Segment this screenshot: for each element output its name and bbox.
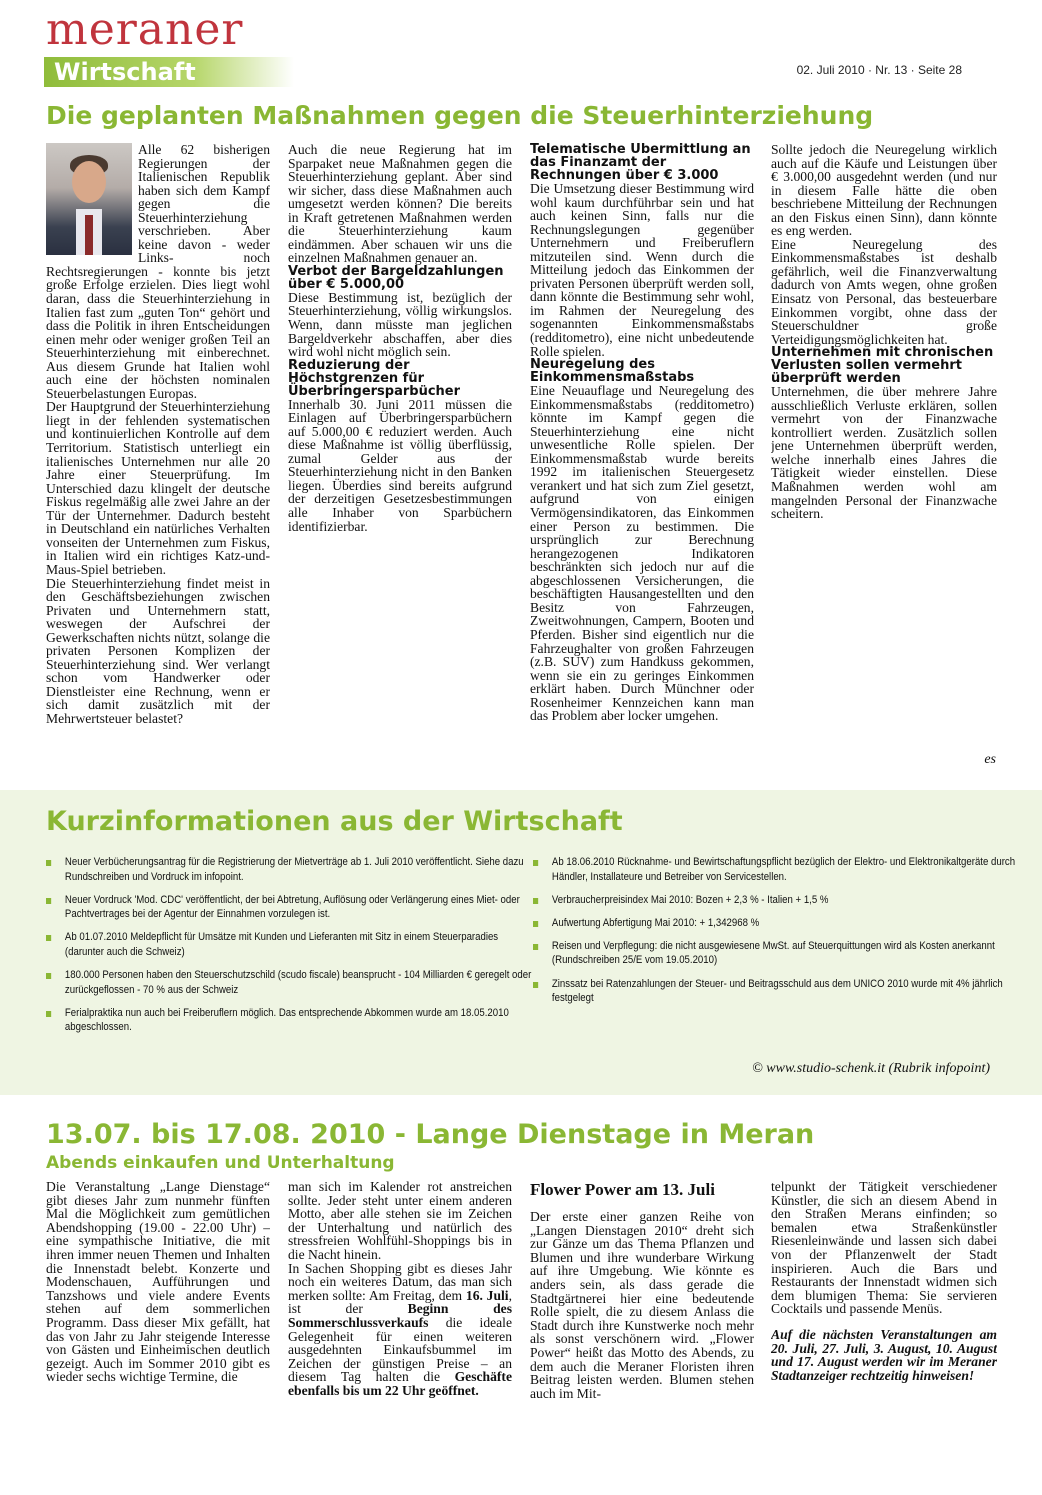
info-box-headline: Kurzinformationen aus der Wirtschaft	[46, 806, 623, 837]
source-credit: © www.studio-schenk.it (Rubrik infopoint)	[752, 1061, 990, 1076]
event-headline: 13.07. bis 17.08. 2010 - Lange Dienstage in Meran	[46, 1119, 815, 1150]
section-label: Wirtschaft	[54, 58, 196, 86]
dateline: 02. Juli 2010 · Nr. 13 · Seite 28	[796, 63, 962, 77]
info-list-right	[533, 855, 1016, 1014]
bullet-icon	[533, 921, 538, 927]
bullet-icon	[533, 982, 538, 988]
author-signature: es	[984, 752, 996, 767]
paragraph: Alle 62 bisherigen Regierungen der Italienischen Republik haben sich dem Kampf gegen die Steuerhinterziehung verschrieben. Aber keine davon - weder Links- noch Rechtsregierungen - konnte bis jetzt große Erfolge erzielen. Dies liegt wohl daran, dass die Steuerhinterziehung in Italien fast zum „guten Ton“ gehört und dass die Politik in ihren Entscheidungen einen mehr oder weniger großen Teil an Steuerhinterziehung mit einberechnet. Aus diesem Grunde hat Italien wohl auch eine der höchsten nominalen Steuerbelastungen Europas.	[46, 143, 270, 401]
bullet-icon	[533, 860, 538, 866]
list-item: Zinssatz bei Ratenzahlungen der Steuer- und Beitragsschuld aus dem UNICO 2010 wurde mit 4% jährlich festgelegt	[533, 977, 1017, 1006]
list-item: Verbraucherpreisindex Mai 2010: Bozen + 2,3 % - Italien + 1,5 %	[533, 893, 1017, 908]
list-item: Ab 18.06.2010 Rücknahme- und Bewirtschaftungspflicht bezüglich der Elektro- und Elektronikaltgeräte durch Händler, Installateure und Betreiber von Servicestellen.	[533, 855, 1017, 884]
paragraph: man sich im Kalender rot anstreichen sollte. Jeder steht unter einem anderen Motto, aber alle stehen sie im Zeichen der Unterhaltung und natürlich des stressfreien Wohlfühl-Shoppings bis in die Nacht hinein.	[288, 1180, 512, 1262]
list-item: Ab 01.07.2010 Meldepflicht für Umsätze mit Kunden und Lieferanten mit Sitz in einem Steuerparadies (darunter auch die Schweiz)	[46, 930, 534, 959]
paragraph: Die Steuerhinterziehung findet meist in den Geschäftsbeziehungen zwischen Privaten und Unternehmern statt, weswegen der Aufschrei der Gewerkschaften nichts nützt, solange die privaten Personen Komplizen der Steuerhinterziehung sind. Wer verlangt schon vom Handwerker oder Dienstleister eine Rechnung, wenn er sich damit zusätzlich mit der Mehrwertsteuer belastet?	[46, 575, 270, 726]
paragraph: Eine Neuauflage und Neuregelung des Einkommensmaßstabs (redditometro) könnte im Kampf gegen die Steuerhinterziehung eine nicht unwesentliche Rolle spielen. Der Einkommensmaßstab wurde bereits 1992 im italienischen Steuergesetz verankert und hat sich zum Ziel gesetzt, aufgrund von einigen Vermögensindikatoren, das Einkommen einer Person zu bestimmen. Die ursprünglich zur Berechnung herangezogenen Indikatoren beschränkten sich jedoch nur auf die abgeschlossenen Versicherungen, die beschäftigten Hausangestellten und den Besitz von Fahrzeugen, Zweitwohnungen, Campern, Booten und Pferden. Bisher sind eigentlich nur die Fahrzeughalter von großen Fahrzeugen (z.B. SUV) zum Handkuss gekommen, wenn sie ein zu geringes Einkommen erklärt haben. Durch Münchner oder Rosenheimer Kennzeichen kann man das Problem aber locker umgehen.	[530, 383, 754, 724]
bullet-icon	[533, 898, 538, 904]
bullet-icon	[46, 1011, 51, 1017]
paragraph: Sollte jedoch die Neuregelung wirklich auch auf die Käufe und Leistungen über € 3.000,00 ausgedehnt werden (und nur in diesem Falle hätte die oben beschriebene Mitteilung der Rechnungen an den Fiskus einen Sinn), dann könnte es eng werden.	[771, 143, 997, 239]
article-column-4	[771, 143, 997, 753]
author-photo	[46, 143, 132, 255]
event-column-2	[288, 1180, 512, 1480]
subheading: Reduzierung der Höchstgrenzen für Überbringersparbücher	[288, 357, 461, 399]
flower-power-title: Flower Power am 13. Juli	[530, 1180, 715, 1199]
list-item: Reisen und Verpflegung: die nicht ausgewiesene MwSt. auf Steuerquittungen wird als Kosten anerkannt (Rundschreiben 25/E vom 19.05.2010)	[533, 939, 1017, 968]
bullet-icon	[46, 898, 51, 904]
list-item: 180.000 Personen haben den Steuerschutzschild (scudo fiscale) beansprucht - 104 Milliarden € geregelt oder zurückgeflossen - 70 % aus der Schweiz	[46, 968, 534, 997]
event-column-1	[46, 1180, 270, 1480]
event-column-4	[771, 1180, 997, 1480]
bullet-icon	[46, 935, 51, 941]
paragraph: telpunkt der Tätigkeit verschiedener Künstler, die sich an diesem Abend in den Straßen Merans einfinden; so bemalen etwa Straßenkünstler Riesenleinwände und lassen sich dabei von der Pflanzenwelt der Stadt inspirieren. Auch die Bars und Restaurants der Innenstadt widmen sich dem blumigen Thema: Sie servieren Cocktails und passende Menüs.	[771, 1180, 997, 1317]
subheading: Verbot der Bargeldzahlungen über € 5.000,00	[288, 263, 504, 292]
article-headline: Die geplanten Maßnahmen gegen die Steuerhinterziehung	[46, 101, 874, 130]
upcoming-events-note: Auf die nächsten Veranstaltungen am 20. Juli, 27. Juli, 3. August, 10. August und 17. August werden wir im Meraner Stadtanzeiger rechtzeitig hinweisen!	[771, 1326, 997, 1383]
list-item: Neuer Vordruck 'Mod. CDC' veröffentlicht, der bei Abtretung, Auflösung oder Verlängerung eines Miet- oder Pachtvertrages bei der Agentur der Einnahmen vorzulegen ist.	[46, 893, 534, 922]
article-column-2	[288, 143, 512, 773]
paragraph: In Sachen Shopping gibt es dieses Jahr noch ein weiteres Datum, das man sich merken sollte: Am Freitag, dem 16. Juli, ist der Beginn des Sommerschlussverkaufs die ideale Gelegenheit für einen weiteren ausgedehnten Einkaufsbummel im Zeichen der günstigen Preise – an diesem Tag halten die Geschäfte ebenfalls bis um 22 Uhr geöffnet.	[288, 1260, 512, 1398]
info-list-left	[46, 855, 532, 1043]
list-item: Ferialpraktika nun auch bei Freiberuflern möglich. Das entsprechende Abkommen wurde am 18.05.2010 abgeschlossen.	[46, 1006, 534, 1035]
subheading: Unternehmen mit chronischen Verlusten sollen vermehrt überprüft werden	[771, 345, 994, 387]
event-column-3	[530, 1180, 754, 1480]
article-column-3	[530, 143, 754, 773]
subheading: Telematische Übermittlung an das Finanzamt der Rechnungen über € 3.000	[530, 143, 751, 183]
bullet-icon	[533, 944, 538, 950]
paragraph: Der erste einer ganzen Reihe von „Langen Dienstagen 2010“ dreht sich zur Gänze um das Thema Pflanzen und Blumen und ihre wunderbare Wirkung auf ihre Umgebung. Wie könnte es anders sein, als dass gerade die Stadtgärtnerei hier eine bedeutende Rolle spielt, die zu diesem Anlass die Stadt durch ihre Kunstwerke noch mehr als sonst verschönern wird. „Flower Power“ heißt das Motto des Abends, zu dem auch die Meraner Floristen ihren Beitrag leisten werden. Blumen stehen auch im Mit-	[530, 1209, 754, 1401]
paragraph: Die Veranstaltung „Lange Dienstage“ gibt dieses Jahr zum nunmehr fünften Mal die Möglichkeit zum gemütlichen Abendshopping (19.00 - 22.00 Uhr) – eine sympathische Initiative, die mit ihren immer neuen Themen und Inhalten die Innenstadt belebt. Konzerte und Modenschauen, Aufführungen und Tanzshows und viele andere Events stehen auf dem sommerlichen Programm. Dass dieser Mix gefällt, hat das von Jahr zu Jahr steigende Interesse von Gästen und Einheimischen deutlich gezeigt. Auch im Sommer 2010 gibt es wieder sechs wichtige Termine, die	[46, 1180, 270, 1385]
paragraph: Die Umsetzung dieser Bestimmung wird wohl kaum durchführbar sein und hat auch keinen Sinn, falls nur die Rechnungslegungen gegenüber Unternehmern und Freiberuflern mitzuteilen sind. Wenn durch die Mitteilung jedoch das Einkommen der privaten Personen überprüft werden soll, dann könnte die Bestimmung sehr wohl, im Rahmen der Neuregelung des sogenannten Einkommensmaßstabs (redditometro), eine nicht unbedeutende Rolle spielen.	[530, 181, 754, 359]
article-column-1	[46, 143, 270, 773]
paragraph: Unternehmen, die über mehrere Jahre ausschließlich Verluste erklären, sollen vermehrt von der Finanzwache kontrolliert werden. Zusätzlich sollen jene Unternehmen überprüft werden, welche innerhalb eines Jahres die Tätigkeit wieder einstellen. Diese Maßnahmen werden wohl am mangelnden Personal der Finanzwache scheitern.	[771, 384, 997, 522]
section-bar	[44, 57, 294, 87]
list-item: Neuer Verbücherungsantrag für die Registrierung der Mietverträge ab 1. Juli 2010 veröffentlicht. Siehe dazu Rundschreiben und Vordruck im infopoint.	[46, 855, 534, 884]
paragraph: Eine Neuregelung des Einkommensmaßstabes ist deshalb gefährlich, weil die Finanzverwaltung dadurch von Amts wegen, ohne großen Einsatz von Personal, das besteuerbare Einkommen vorgibt, ohne dass der Steuerschuldner große Verteidigungsmöglichkeiten hat.	[771, 236, 997, 347]
bullet-icon	[46, 973, 51, 979]
paragraph: Innerhalb 30. Juni 2011 müssen die Einlagen auf Überbringersparbüchern auf 5.000,00 € reduziert werden. Auch diese Maßnahme ist völlig überflüssig, zumal Gelder aus der Steuerhinterziehung nicht in den Banken liegen. Überdies sind bereits aufgrund der derzeitigen Gesetzesbestimmungen alle Inhaber von Sparbüchern identifizierbar.	[288, 396, 512, 534]
bullet-icon	[46, 860, 51, 866]
paragraph: Diese Bestimmung ist, bezüglich der Steuerhinterziehung, völlig wirkungslos. Wenn, dann müsste man jeglichen Bargeldverkehr abschaffen, aber dies wird wohl nicht möglich sein.	[288, 289, 512, 360]
paragraph: Der Hauptgrund der Steuerhinterziehung liegt in der fehlenden systematischen und kontinuierlichen Kontrolle auf dem Territorium. Statistisch unterliegt ein italienisches Unternehmen nur alle 20 Jahre einer Steuerprüfung. Im Unterschied dazu klingelt der deutsche Fiskus regelmäßig alle zwei Jahre an der Tür der Unternehmer. Dadurch besteht in Deutschland ein natürliches Verhalten vonseiten der Unternehmen zum Fiskus, in Italien wird ein richtiges Katz-und-Maus-Spiel betrieben.	[46, 399, 270, 577]
subheading: Neuregelung des Einkommensmaßstabs	[530, 357, 695, 386]
list-item: Aufwertung Abfertigung Mai 2010: + 1,342968 %	[533, 916, 1017, 931]
event-subheadline: Abends einkaufen und Unterhaltung	[46, 1153, 395, 1173]
masthead-logo: meraner	[46, 4, 244, 55]
paragraph: Auch die neue Regierung hat im Sparpaket neue Maßnahmen gegen die Steuerhinterziehung geplant. Aber sind wir sicher, dass diese Maßnahmen auch umgesetzt werden können? Die bereits in Kraft getretenen Maßnahmen werden die Steuerhinterziehung kaum eindämmen. Aber schauen wir uns die einzelnen Maßnahmen genauer an.	[288, 143, 512, 266]
